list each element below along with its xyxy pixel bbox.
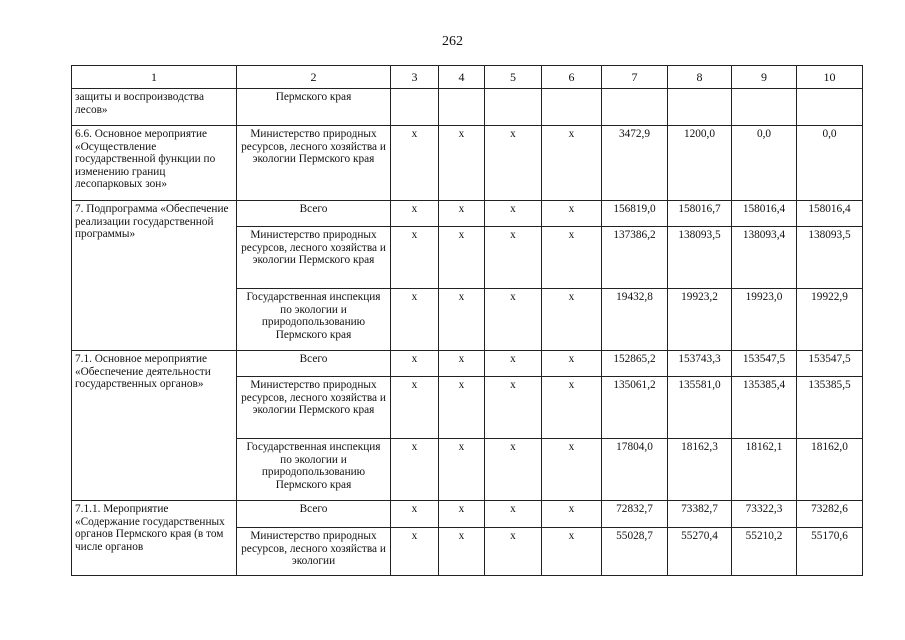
empty-cell bbox=[732, 89, 797, 126]
value-cell: 153743,3 bbox=[668, 351, 732, 377]
column-header: 10 bbox=[797, 66, 863, 89]
value-cell: 19923,2 bbox=[668, 289, 732, 351]
value-cell: 158016,4 bbox=[797, 201, 863, 227]
code-cell: x bbox=[485, 227, 542, 289]
value-cell: 153547,5 bbox=[732, 351, 797, 377]
executor-cell: Всего bbox=[237, 201, 391, 227]
code-cell: x bbox=[439, 439, 485, 501]
value-cell: 3472,9 bbox=[602, 126, 668, 201]
code-cell: x bbox=[542, 377, 602, 439]
code-cell: x bbox=[391, 377, 439, 439]
code-cell: x bbox=[485, 528, 542, 576]
code-cell: x bbox=[439, 351, 485, 377]
value-cell: 137386,2 bbox=[602, 227, 668, 289]
code-cell: x bbox=[391, 227, 439, 289]
value-cell: 73282,6 bbox=[797, 501, 863, 528]
column-header: 3 bbox=[391, 66, 439, 89]
empty-cell bbox=[602, 89, 668, 126]
code-cell: x bbox=[391, 439, 439, 501]
table-row bbox=[72, 201, 863, 227]
code-cell: x bbox=[485, 351, 542, 377]
code-cell: x bbox=[542, 126, 602, 201]
code-cell: x bbox=[439, 201, 485, 227]
code-cell: x bbox=[439, 227, 485, 289]
code-cell: x bbox=[439, 289, 485, 351]
empty-cell bbox=[668, 89, 732, 126]
column-header: 4 bbox=[439, 66, 485, 89]
value-cell: 135385,5 bbox=[797, 377, 863, 439]
table-row bbox=[72, 89, 863, 126]
value-cell: 135061,2 bbox=[602, 377, 668, 439]
activity-cell: 7. Подпрограмма «Обеспечение реализации государственной программы» bbox=[72, 201, 237, 351]
code-cell: x bbox=[485, 377, 542, 439]
code-cell: x bbox=[485, 501, 542, 528]
value-cell: 55170,6 bbox=[797, 528, 863, 576]
page-number: 262 bbox=[442, 34, 463, 49]
value-cell: 138093,5 bbox=[668, 227, 732, 289]
value-cell: 152865,2 bbox=[602, 351, 668, 377]
executor-cell: Министерство природных ресурсов, лесного хозяйства и экологии bbox=[237, 528, 391, 576]
activity-cell: защиты и воспроизводства лесов» bbox=[72, 89, 237, 126]
value-cell: 153547,5 bbox=[797, 351, 863, 377]
code-cell: x bbox=[542, 439, 602, 501]
code-cell: x bbox=[391, 289, 439, 351]
code-cell: x bbox=[439, 126, 485, 201]
column-header: 6 bbox=[542, 66, 602, 89]
code-cell: x bbox=[542, 528, 602, 576]
code-cell: x bbox=[439, 501, 485, 528]
value-cell: 72832,7 bbox=[602, 501, 668, 528]
value-cell: 73322,3 bbox=[732, 501, 797, 528]
activity-cell: 7.1.1. Мероприятие «Содержание государственных органов Пермского края (в том числе органов bbox=[72, 501, 237, 576]
value-cell: 55210,2 bbox=[732, 528, 797, 576]
column-header: 9 bbox=[732, 66, 797, 89]
table-row bbox=[72, 351, 863, 377]
executor-cell: Всего bbox=[237, 501, 391, 528]
value-cell: 18162,0 bbox=[797, 439, 863, 501]
code-cell: x bbox=[391, 126, 439, 201]
value-cell: 55270,4 bbox=[668, 528, 732, 576]
value-cell: 73382,7 bbox=[668, 501, 732, 528]
value-cell: 158016,7 bbox=[668, 201, 732, 227]
table-row bbox=[72, 501, 863, 528]
value-cell: 138093,4 bbox=[732, 227, 797, 289]
code-cell: x bbox=[485, 201, 542, 227]
value-cell: 0,0 bbox=[797, 126, 863, 201]
executor-cell: Государственная инспекция по экологии и природопользованию Пермского края bbox=[237, 289, 391, 351]
code-cell: x bbox=[391, 201, 439, 227]
value-cell: 1200,0 bbox=[668, 126, 732, 201]
value-cell: 19432,8 bbox=[602, 289, 668, 351]
table-row bbox=[72, 126, 863, 201]
empty-cell bbox=[542, 89, 602, 126]
code-cell: x bbox=[485, 439, 542, 501]
value-cell: 55028,7 bbox=[602, 528, 668, 576]
column-header: 7 bbox=[602, 66, 668, 89]
empty-cell bbox=[439, 89, 485, 126]
budget-table bbox=[71, 65, 863, 576]
value-cell: 156819,0 bbox=[602, 201, 668, 227]
code-cell: x bbox=[439, 528, 485, 576]
code-cell: x bbox=[485, 289, 542, 351]
executor-cell: Государственная инспекция по экологии и природопользованию Пермского края bbox=[237, 439, 391, 501]
column-header: 1 bbox=[72, 66, 237, 89]
value-cell: 0,0 bbox=[732, 126, 797, 201]
value-cell: 19923,0 bbox=[732, 289, 797, 351]
code-cell: x bbox=[391, 501, 439, 528]
value-cell: 18162,1 bbox=[732, 439, 797, 501]
code-cell: x bbox=[542, 201, 602, 227]
executor-cell: Министерство природных ресурсов, лесного хозяйства и экологии Пермского края bbox=[237, 377, 391, 439]
code-cell: x bbox=[542, 289, 602, 351]
value-cell: 18162,3 bbox=[668, 439, 732, 501]
code-cell: x bbox=[485, 126, 542, 201]
code-cell: x bbox=[542, 351, 602, 377]
value-cell: 19922,9 bbox=[797, 289, 863, 351]
empty-cell bbox=[485, 89, 542, 126]
code-cell: x bbox=[542, 501, 602, 528]
code-cell: x bbox=[391, 528, 439, 576]
activity-cell: 6.6. Основное мероприятие «Осуществление государственной функции по изменению границ лесопарковых зон» bbox=[72, 126, 237, 201]
code-cell: x bbox=[391, 351, 439, 377]
executor-cell: Министерство природных ресурсов, лесного хозяйства и экологии Пермского края bbox=[237, 227, 391, 289]
executor-cell: Министерство природных ресурсов, лесного хозяйства и экологии Пермского края bbox=[237, 126, 391, 201]
executor-cell: Всего bbox=[237, 351, 391, 377]
code-cell: x bbox=[439, 377, 485, 439]
column-header: 8 bbox=[668, 66, 732, 89]
value-cell: 135385,4 bbox=[732, 377, 797, 439]
column-header: 2 bbox=[237, 66, 391, 89]
activity-cell: 7.1. Основное мероприятие «Обеспечение деятельности государственных органов» bbox=[72, 351, 237, 501]
column-header: 5 bbox=[485, 66, 542, 89]
empty-cell bbox=[797, 89, 863, 126]
code-cell: x bbox=[542, 227, 602, 289]
value-cell: 138093,5 bbox=[797, 227, 863, 289]
column-number-header-row bbox=[72, 66, 863, 89]
value-cell: 135581,0 bbox=[668, 377, 732, 439]
value-cell: 158016,4 bbox=[732, 201, 797, 227]
empty-cell bbox=[391, 89, 439, 126]
executor-cell: Пермского края bbox=[237, 89, 391, 126]
value-cell: 17804,0 bbox=[602, 439, 668, 501]
